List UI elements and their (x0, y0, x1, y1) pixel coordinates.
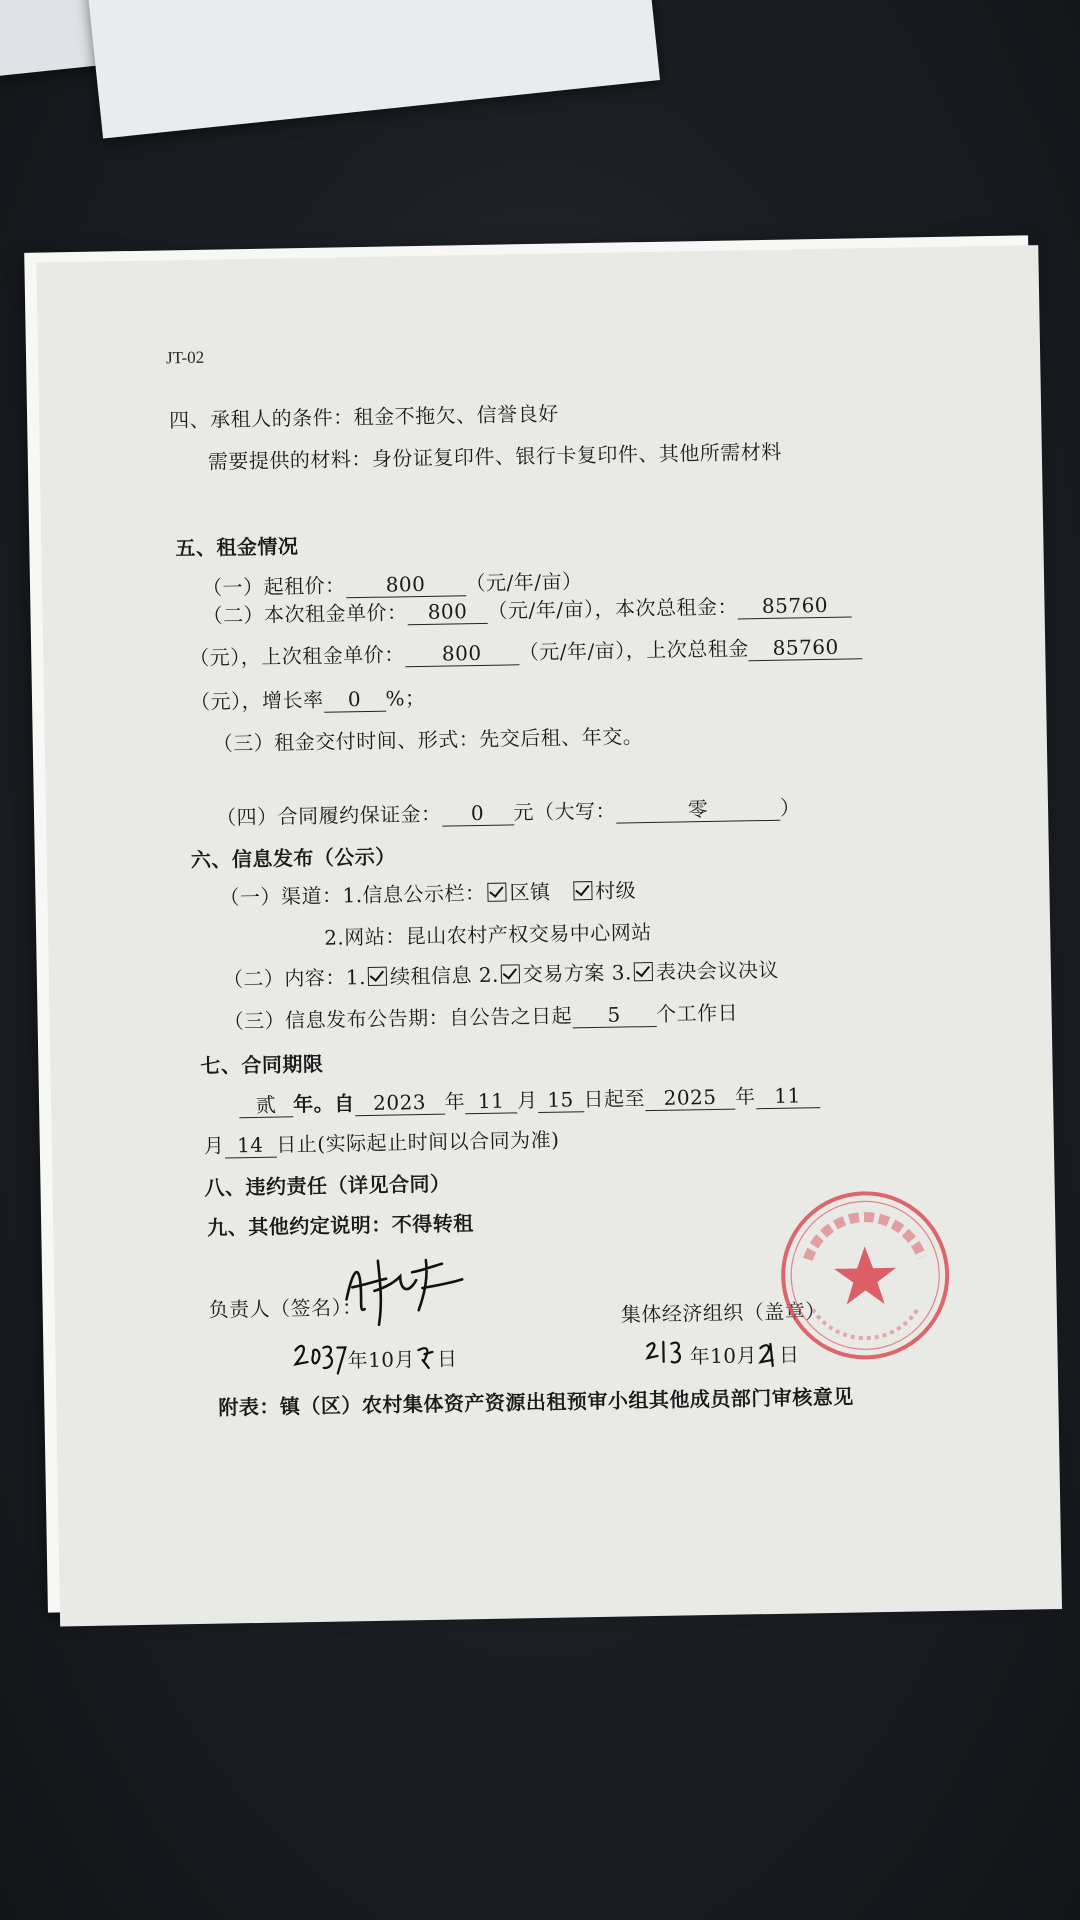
document-code: JT-02 (165, 347, 205, 368)
term-line-1: 贰 年。自 2023 年 11 月 15 日起至 2025 年 11 (239, 1079, 820, 1118)
rent-line-1: （一）起租价： 800 （元/年/亩） (201, 569, 583, 600)
rent-line-5: （三）租金交付时间、形式：先交后租、年交。 (212, 724, 644, 756)
checkbox-checked-icon (573, 881, 592, 900)
growth-rate: 0 (323, 687, 385, 713)
notice-days: 5 (572, 1002, 656, 1028)
checkbox-checked-icon (501, 964, 520, 983)
document-page (24, 235, 1052, 1612)
responsible-person-label: 负责人（签名）： (208, 1295, 363, 1322)
term-years: 贰 (239, 1092, 293, 1118)
collective-date: 年10月 日 (643, 1336, 799, 1371)
responsible-date: 年10月 日 (291, 1337, 458, 1376)
deposit-capital: 零 (616, 796, 780, 824)
section8: 八、违约责任（详见合同） (204, 1171, 451, 1200)
background-paper (76, 0, 660, 139)
section6-title: 六、信息发布（公示） (190, 844, 397, 873)
channel-line-1: （一）渠道：1.信息公示栏： 区镇 村级 (219, 878, 637, 910)
handwritten-year (643, 1337, 690, 1370)
previous-unit-price: 800 (405, 640, 519, 667)
collective-org-label: 集体经济组织（盖章） (620, 1299, 827, 1327)
rent-line-3: （元），上次租金单价： 800 （元/年/亩），上次总租金 85760 (189, 630, 863, 671)
rent-line-2: （二）本次租金单价： 800 （元/年/亩），本次总租金： 85760 (202, 588, 852, 628)
section9: 九、其他约定说明：不得转租 (207, 1211, 474, 1240)
notice-period-line: （三）信息发布公告期：自公告之日起 5 个工作日 (223, 1000, 739, 1034)
handwritten-day (757, 1340, 779, 1368)
section5-title: 五、租金情况 (175, 534, 299, 561)
handwritten-day (415, 1344, 437, 1372)
handwritten-signature (338, 1249, 469, 1327)
appendix-note: 附表：镇（区）农村集体资产资源出租预审小组其他成员部门审核意见 (218, 1384, 855, 1420)
section4-materials: 需要提供的材料：身份证复印件、银行卡复印件、其他所需材料 (207, 439, 783, 474)
previous-total-rent: 85760 (748, 634, 862, 661)
current-unit-price: 800 (407, 599, 487, 625)
handwritten-year (291, 1339, 348, 1376)
rent-line-4: （元），增长率 0 %； (189, 685, 426, 715)
section7-title: 七、合同期限 (200, 1051, 324, 1078)
deposit-value: 0 (441, 800, 513, 826)
checkbox-checked-icon (487, 883, 506, 902)
content-line: （二）内容：1. 续租信息 2. 交易方案 3. 表决会议决议 (222, 957, 780, 992)
section4-title: 四、承租人的条件：租金不拖欠、信誉良好 (168, 401, 559, 433)
current-total-rent: 85760 (738, 592, 852, 619)
channel-line-2: 2.网站：昆山农村产权交易中心网站 (323, 920, 652, 950)
official-red-stamp (777, 1187, 954, 1364)
term-line-2: 月 14 日止(实际起止时间以合同为准) (203, 1127, 560, 1158)
deposit-line: （四）合同履约保证金： 0 元（大写： 零 ） (215, 795, 801, 830)
checkbox-checked-icon (368, 967, 387, 986)
checkbox-checked-icon (634, 962, 653, 981)
starting-price-value: 800 (345, 571, 465, 598)
